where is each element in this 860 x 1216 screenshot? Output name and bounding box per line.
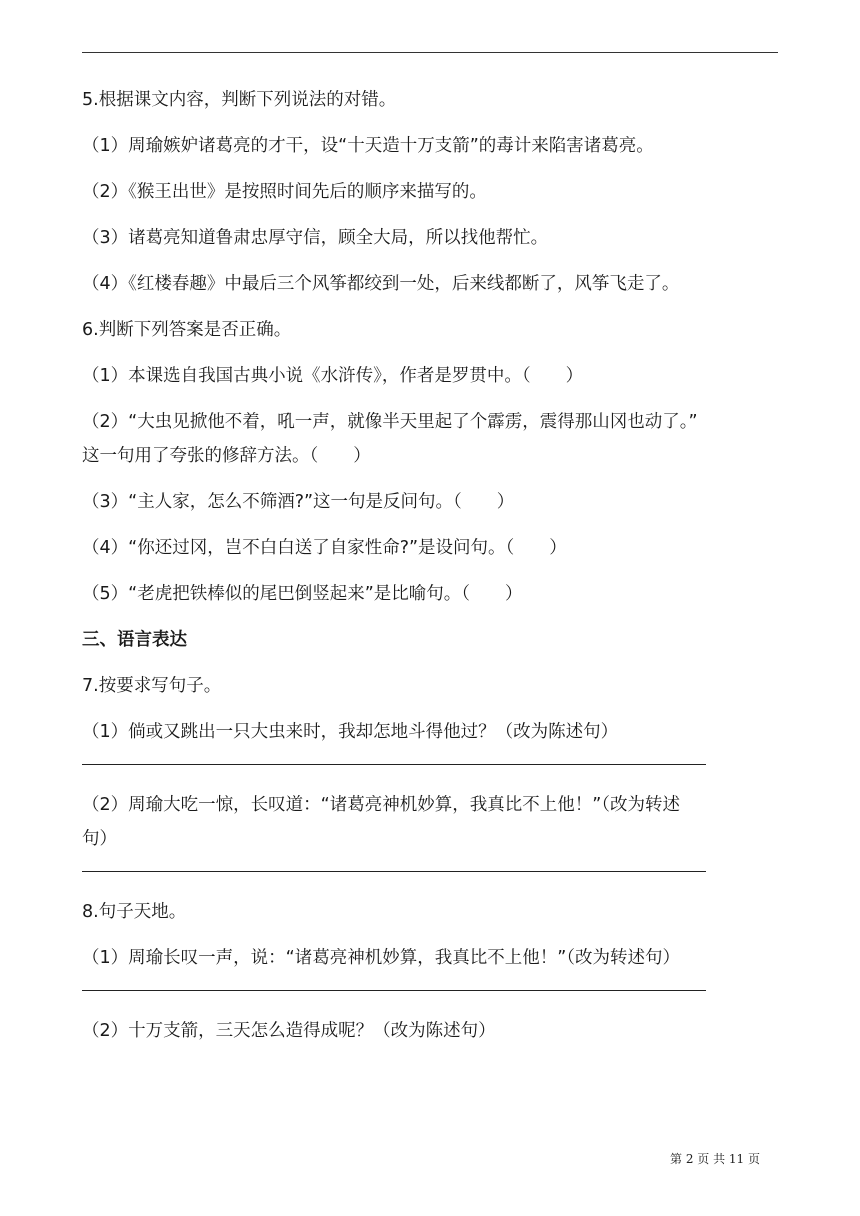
question-line: （5）“老虎把铁棒似的尾巴倒竖起来”是比喻句。（ ） [82, 584, 523, 604]
question-line: 6.判断下列答案是否正确。 [82, 320, 292, 340]
question-line: （3）“主人家，怎么不筛酒?”这一句是反问句。（ ） [82, 492, 515, 512]
question-line: （3）诸葛亮知道鲁肃忠厚守信，顾全大局，所以找他帮忙。 [82, 228, 549, 248]
question-line: 5.根据课文内容，判断下列说法的对错。 [82, 90, 397, 110]
question-line: （1）周瑜嫉妒诸葛亮的才干，设“十天造十万支箭”的毒计来陷害诸葛亮。 [82, 136, 654, 156]
question-line: 7.按要求写句子。 [82, 676, 222, 696]
question-line: （2）十万支箭，三天怎么造得成呢？（改为陈述句） [82, 1021, 496, 1041]
question-line: （4）“你还过冈，岂不白白送了自家性命?”是设问句。（ ） [82, 538, 567, 558]
header-rule [82, 52, 778, 53]
question-line: 8.句子天地。 [82, 902, 187, 922]
page-number: 第 2 页 共 11 页 [670, 1152, 760, 1166]
question-line: （2）周瑜大吃一惊，长叹道：“诸葛亮神机妙算，我真比不上他！”（改为转述 [82, 795, 681, 815]
document-body [82, 86, 782, 1063]
question-line: （1）倘或又跳出一只大虫来时，我却怎地斗得他过？（改为陈述句） [82, 722, 619, 742]
answer-blank-line[interactable] [82, 764, 706, 765]
question-line: （2）《猴王出世》是按照时间先后的顺序来描写的。 [82, 182, 487, 202]
question-line: （1）本课选自我国古典小说《水浒传》，作者是罗贯中。（ ） [82, 366, 584, 386]
answer-blank-line[interactable] [82, 871, 706, 872]
answer-blank-line[interactable] [82, 990, 706, 991]
question-line: 句） [82, 829, 117, 849]
question-line: （1）周瑜长叹一声，说：“诸葛亮神机妙算，我真比不上他！”（改为转述句） [82, 948, 681, 968]
section-heading: 三、语言表达 [82, 630, 187, 650]
question-line: 这一句用了夸张的修辞方法。（ ） [82, 446, 371, 466]
question-line: （2）“大虫见掀他不着，吼一声，就像半天里起了个霹雳，震得那山冈也动了。” [82, 412, 698, 432]
question-line: （4）《红楼春趣》中最后三个风筝都绞到一处，后来线都断了，风筝飞走了。 [82, 274, 680, 294]
